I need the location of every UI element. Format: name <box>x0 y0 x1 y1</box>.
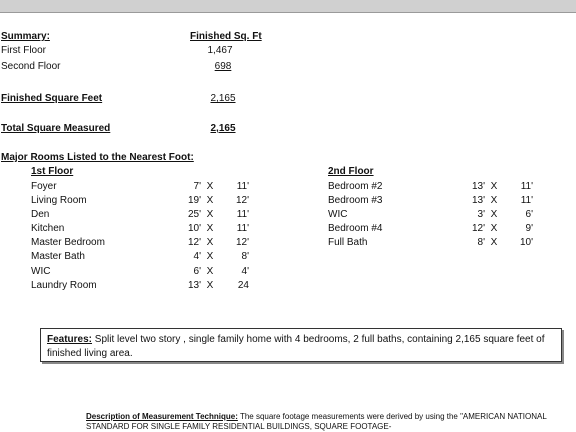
room-width: 11' <box>236 223 249 234</box>
room-dimensions <box>442 237 576 249</box>
room-length: 12' <box>187 237 201 248</box>
first-floor-value: 1,467 <box>207 45 233 56</box>
room-name: Laundry Room <box>31 280 97 291</box>
description-label: Description of Measurement Technique: <box>86 412 238 421</box>
second-floor-rooms-title: 2nd Floor <box>328 166 374 177</box>
room-width: 4' <box>241 266 249 277</box>
room-dimensions <box>158 209 308 221</box>
room-width: 8' <box>241 251 249 262</box>
room-dimensions <box>158 280 308 292</box>
room-name: WIC <box>31 266 51 277</box>
room-name: Bedroom #4 <box>328 223 383 234</box>
second-floor-value: 698 <box>214 61 232 72</box>
room-length: 6' <box>193 266 201 277</box>
features-label: Features: <box>47 334 93 345</box>
room-width: 6' <box>525 209 533 220</box>
room-name: Master Bath <box>31 251 85 262</box>
room-dimensions <box>442 195 576 207</box>
room-width: 11' <box>520 195 533 206</box>
room-width: 12' <box>235 237 249 248</box>
first-floor-rooms-title: 1st Floor <box>31 166 74 177</box>
room-width: 24 <box>237 280 249 291</box>
room-length: 13' <box>471 181 485 192</box>
room-length: 19' <box>187 195 201 206</box>
room-name: Master Bedroom <box>31 237 105 248</box>
dimension-separator: X <box>206 251 214 262</box>
finished-square-feet-value: 2,165 <box>210 93 236 104</box>
first-floor-label: First Floor <box>1 45 46 56</box>
summary-heading: Summary: <box>1 31 50 42</box>
description-text: The square footage measurements were derived by using the "AMERICAN NATIONAL STANDARD FOR SINGLE FAMILY RESIDENTIAL BUILDINGS, SQUARE FOOTAGE- <box>86 412 547 431</box>
room-name: Bedroom #2 <box>328 181 383 192</box>
room-length: 3' <box>477 209 485 220</box>
room-dimensions <box>442 223 576 235</box>
dimension-separator: X <box>206 237 214 248</box>
dimension-separator: X <box>206 195 214 206</box>
room-width: 9' <box>525 223 533 234</box>
dimension-separator: X <box>490 181 498 192</box>
room-dimensions <box>158 195 308 207</box>
room-length: 13' <box>471 195 485 206</box>
room-width: 11' <box>236 181 249 192</box>
room-name: Foyer <box>31 181 57 192</box>
room-dimensions <box>158 266 308 278</box>
measurement-description <box>86 412 566 432</box>
room-dimensions <box>158 237 308 249</box>
dimension-separator: X <box>206 280 214 291</box>
room-dimensions <box>158 181 308 193</box>
finished-sqft-column-header: Finished Sq. Ft <box>190 31 262 42</box>
room-width: 11' <box>236 209 249 220</box>
room-name: Kitchen <box>31 223 65 234</box>
total-square-measured-value: 2,165 <box>210 123 236 134</box>
room-width: 10' <box>519 237 533 248</box>
room-length: 7' <box>193 181 201 192</box>
finished-square-feet-label: Finished Square Feet <box>1 93 103 104</box>
room-name: Full Bath <box>328 237 368 248</box>
dimension-separator: X <box>490 195 498 206</box>
room-name: Living Room <box>31 195 87 206</box>
room-length: 12' <box>471 223 485 234</box>
room-dimensions <box>442 209 576 221</box>
dimension-separator: X <box>490 209 498 220</box>
room-dimensions <box>158 251 308 263</box>
dimension-separator: X <box>206 223 214 234</box>
dimension-separator: X <box>206 266 214 277</box>
room-length: 10' <box>187 223 201 234</box>
features-text: Split level two story , single family home with 4 bedrooms, 2 full baths, containing 2,165 square feet of finished living area. <box>47 334 545 359</box>
room-length: 13' <box>187 280 201 291</box>
room-length: 4' <box>193 251 201 262</box>
room-length: 8' <box>477 237 485 248</box>
dimension-separator: X <box>490 237 498 248</box>
room-name: WIC <box>328 209 348 220</box>
total-square-measured-label: Total Square Measured <box>1 123 111 134</box>
top-toolbar-strip <box>0 0 576 13</box>
features-box <box>40 328 562 362</box>
major-rooms-heading: Major Rooms Listed to the Nearest Foot: <box>1 152 194 163</box>
dimension-separator: X <box>206 181 214 192</box>
room-name: Den <box>31 209 50 220</box>
room-name: Bedroom #3 <box>328 195 383 206</box>
room-dimensions <box>158 223 308 235</box>
dimension-separator: X <box>206 209 214 220</box>
room-width: 11' <box>520 181 533 192</box>
room-dimensions <box>442 181 576 193</box>
room-length: 25' <box>187 209 201 220</box>
room-width: 12' <box>235 195 249 206</box>
dimension-separator: X <box>490 223 498 234</box>
second-floor-label: Second Floor <box>1 61 61 72</box>
